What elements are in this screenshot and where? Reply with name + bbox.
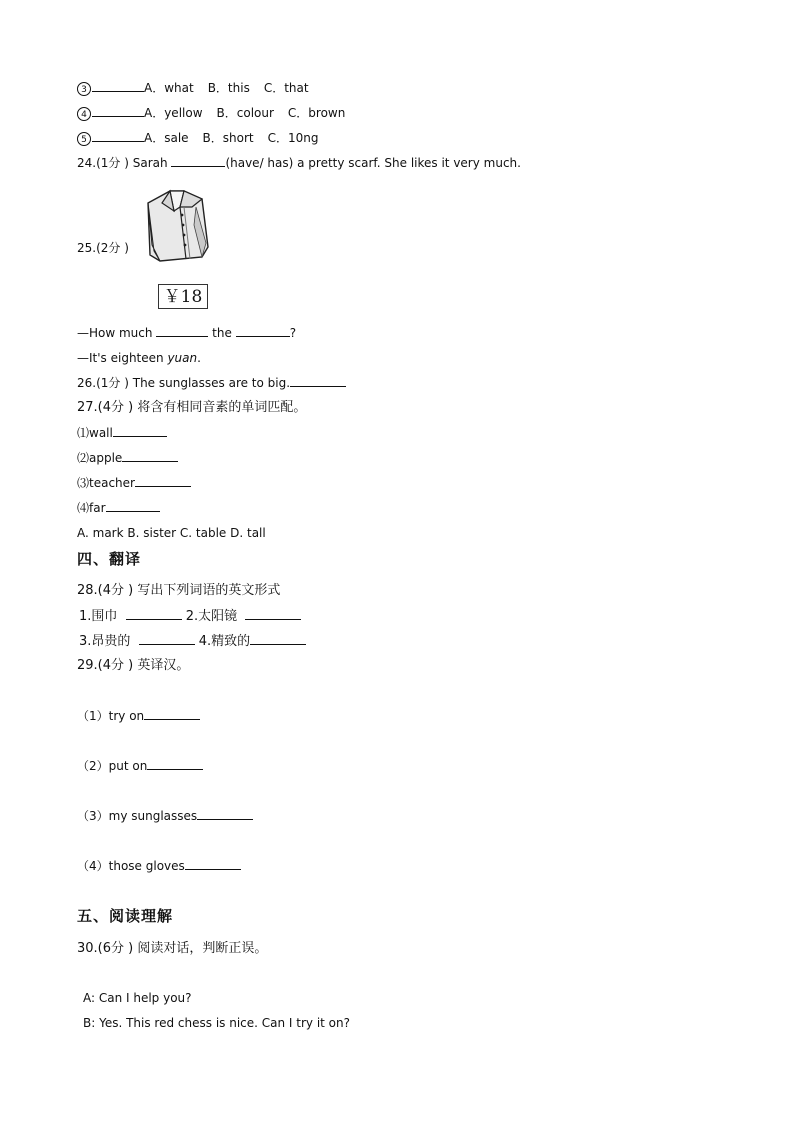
answer-blank[interactable]	[139, 633, 195, 645]
q27-item-1	[77, 425, 167, 441]
answer-blank[interactable]	[185, 858, 241, 870]
answer-blank[interactable]	[122, 450, 178, 462]
question-instruction: 将含有相同音素的单词匹配。	[137, 400, 307, 415]
circled-number: 4	[77, 107, 91, 121]
q27-item-2	[77, 450, 178, 466]
option-c: C．that	[263, 81, 309, 95]
answer-blank[interactable]	[250, 633, 306, 645]
option-c: C．10ng	[267, 131, 319, 145]
q23-item-4	[77, 105, 345, 121]
question-text: The sunglasses are to big.	[132, 376, 291, 390]
section-5-title: 五、阅读理解	[77, 907, 174, 925]
question-number: 24.(1分 )	[77, 156, 129, 170]
answer-blank[interactable]	[290, 375, 346, 387]
q30-dialog-line-1: A: Can I help you?	[83, 991, 192, 1005]
word-label: 2.太阳镜	[185, 609, 238, 624]
question-25-number: 25.(2分 )	[77, 241, 129, 255]
q30-dialog-line-2: B: Yes. This red chess is nice. Can I try it on?	[83, 1016, 350, 1030]
q29-item-3	[77, 808, 253, 824]
answer-blank[interactable]	[92, 130, 144, 142]
q29-item-1	[77, 708, 200, 724]
item-label: （3）my sunglasses	[77, 809, 198, 823]
item-label: （2）put on	[77, 759, 148, 773]
dialog-text-italic: yuan	[167, 351, 198, 365]
question-instruction: 英译汉。	[137, 658, 190, 673]
option-a: A．yellow	[144, 106, 203, 120]
word-label: 3.昂贵的	[79, 634, 131, 649]
q25-dialog-line-2	[77, 350, 201, 366]
item-label: ⑶teacher	[77, 476, 135, 490]
item-label: ⑷far	[77, 501, 106, 515]
option-b: B．short	[202, 131, 254, 145]
item-label: （4）those gloves	[77, 859, 185, 873]
answer-blank[interactable]	[236, 325, 290, 337]
q23-item-3	[77, 80, 309, 96]
answer-blank[interactable]	[171, 155, 225, 167]
question-number: 28.(4分 )	[77, 583, 134, 598]
q23-item-5	[77, 130, 319, 146]
answer-blank[interactable]	[144, 708, 200, 720]
q28-row-2	[79, 633, 306, 650]
section-4-title: 四、翻译	[77, 550, 142, 568]
circled-number: 5	[77, 132, 91, 146]
dialog-text: —It's eighteen	[77, 351, 164, 365]
question-number: 27.(4分 )	[77, 400, 134, 415]
question-text: (have/ has) a pretty scarf. She likes it very much.	[225, 156, 521, 170]
answer-blank[interactable]	[106, 500, 160, 512]
question-number: 26.(1分 )	[77, 376, 129, 390]
q27-item-3	[77, 475, 191, 491]
option-a: A．what	[144, 81, 194, 95]
q27-options: A. mark B. sister C. table D. tall	[77, 526, 266, 540]
answer-blank[interactable]	[197, 808, 253, 820]
q29-item-2	[77, 758, 203, 774]
answer-blank[interactable]	[113, 425, 167, 437]
question-26	[77, 375, 346, 391]
answer-blank[interactable]	[92, 105, 144, 117]
option-c: C．brown	[287, 106, 346, 120]
question-29	[77, 658, 189, 674]
q28-row-1	[79, 608, 301, 625]
dialog-text: —How much	[77, 326, 153, 340]
question-instruction: 阅读对话，判断正误。	[137, 941, 268, 956]
question-28	[77, 583, 280, 599]
price-tag: ￥18	[158, 284, 208, 309]
question-27	[77, 400, 306, 416]
question-number: 29.(4分 )	[77, 658, 134, 673]
answer-blank[interactable]	[156, 325, 208, 337]
word-label: 1.围巾	[79, 609, 118, 624]
q29-item-4	[77, 858, 241, 874]
q25-dialog-line-1	[77, 325, 296, 341]
word-label: 4.精致的	[198, 634, 251, 649]
item-label: ⑵apple	[77, 451, 123, 465]
question-24	[77, 155, 521, 171]
item-label: （1）try on	[77, 709, 145, 723]
question-number: 30.(6分 )	[77, 941, 134, 956]
question-text: Sarah	[132, 156, 168, 170]
answer-blank[interactable]	[126, 608, 182, 620]
option-b: B．this	[207, 81, 250, 95]
option-a: A．sale	[144, 131, 189, 145]
q27-item-4	[77, 500, 160, 516]
shirt-image	[140, 185, 212, 263]
answer-blank[interactable]	[147, 758, 203, 770]
answer-blank[interactable]	[92, 80, 144, 92]
option-b: B．colour	[216, 106, 274, 120]
answer-blank[interactable]	[135, 475, 191, 487]
answer-blank[interactable]	[245, 608, 301, 620]
item-label: ⑴wall	[77, 426, 113, 440]
dialog-text: the	[212, 326, 232, 340]
dialog-text: ?	[289, 326, 297, 340]
dialog-text: .	[197, 351, 201, 365]
question-instruction: 写出下列词语的英文形式	[137, 583, 281, 598]
circled-number: 3	[77, 82, 91, 96]
question-30	[77, 941, 267, 957]
